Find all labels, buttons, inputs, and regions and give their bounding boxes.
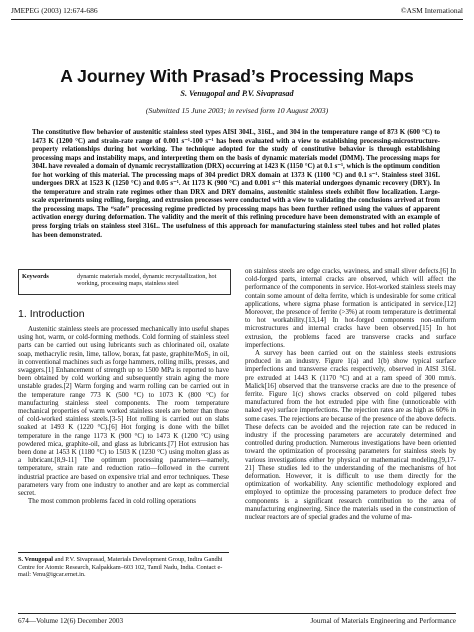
right-paragraph-2: A survey has been carried out on the stainless steels extrusions produced in an industry. Figure 1(a) and 1(b) show typical surface imperfections and transverse cracks respectively, observed in AISI 316L pre extruded at 1443 K (1170 °C) and at a ram speed of 300 mm/s. Malick[16] observed that the transverse cracks are due to the presence of ferrite. Figure 1(c) shows cracks observed on cold pilgered tubes manufactured from the hot extruded pipe with fine (unnoticeable with naked eye) surface imperfections. The rejection rates are as high as 60% in some cases. The rejections are because of the presence of the above defects. These defects can be avoided and the rejection rate can be reduced in industry if the processing parameters are accurately determined and controlled during production. Numerous investigations have been oriented toward the optimization of processing parameters for stainless steels by various investigations either by physical or mathematical modeling.[9,17-21] These studies led to the understanding of the mechanisms of hot deformation. However, it is difficult to use them directly for the optimization of workability. Any scientific methodology explored and employed to optimize the processing parameters to produce defect free components is a significant research contribution to the area of manufacturing engineering. Since the materials used in the construction of nuclear reactors are of special grades and the volume of ma-	[245, 349, 456, 522]
section-title: Introduction	[29, 308, 85, 320]
running-footer	[18, 617, 456, 625]
article-title: A Journey With Prasad’s Processing Maps	[60, 66, 414, 86]
submission-dates: (Submitted 15 June 2003; in revised form 10 August 2003)	[145, 106, 329, 115]
intro-paragraph-2: The most common problems faced in cold rolling operations	[28, 497, 197, 506]
left-column	[18, 325, 229, 539]
section-number: 1.	[18, 308, 27, 320]
publisher-mark: ©ASM International	[400, 6, 463, 15]
author-footnote	[18, 556, 229, 579]
section-heading	[18, 308, 85, 320]
right-paragraph-1: on stainless steels are edge cracks, waviness, and small sliver defects.[6] In cold-forged parts, internal cracks are observed, which will affect the performance of the components in service. Hot-worked stainless steels may contain some amount of delta ferrite, which is undesirable for some critical applications, where sigma phase formation is anticipated in service.[12] Moreover, the presence of ferrite (>3%) at room temperature is detrimental to hot workability.[13,14] In hot-forged components non-uniform microstructures and internal cracks have been observed.[15] In hot extrusion, the problems faced are transverse cracks and surface imperfections.	[245, 267, 456, 349]
keywords-box	[18, 269, 231, 295]
footer-volume: 674—Volume 12(6) December 2003	[18, 617, 124, 625]
running-header	[11, 6, 463, 18]
footer-journal: Journal of Materials Engineering and Performance	[310, 617, 456, 625]
footer-rule	[18, 613, 456, 614]
right-column	[245, 267, 456, 608]
footnote-rule	[18, 552, 229, 553]
article-authors: S. Venugopal and P.V. Sivaprasad	[180, 89, 294, 98]
header-rule	[11, 19, 463, 20]
keywords-label: Keywords	[22, 273, 49, 280]
journal-reference: JMEPEG (2003) 12:674-686	[11, 6, 98, 15]
keywords-text: dynamic materials model, dynamic recrystallization, hot working, processing maps, stainless steel	[77, 273, 217, 288]
intro-paragraph-1: Austenitic stainless steels are processed mechanically into useful shapes using hot, warm, or cold-forming methods. Cold forming of stainless steel parts can be carried out using lubricants such as chlorinated oil, oxalate soap, methacrylic resin, lime, tallow, borax, fat paste, graphite/MoS₂ in oil, in conventional machines such as forge hammers, rolling mills, presses, and swaggers.[1] Enhancement of strength up to 1500 MPa is reported to have been obtained by cold working and subsequently strain aging the more unstable grades.[2] Warm forging and warm rolling can be carried out in the temperature range 773 K (500 °C) to 1073 K (800 °C) for manufacturing stainless steel components. The room temperature mechanical properties of warm worked stainless steels are better than those of cold-worked stainless steels.[3-5] Hot rolling is carried out on slabs soaked at 1493 K (1220 °C).[6] Hot forging is done with the billet temperature in the range 1173 K (900 °C) to 1473 K (1200 °C) using powdered mica, graphite-oil, and glass as lubricants.[7] Hot extrusion has been done at 1453 K (1180 °C) to 1503 K (1230 °C) using molten glass as a lubricant.[8,9-11] The optimum processing parameters—namely, temperature, strain rate and reduction ratio—followed in the current industrial practice are based on expensive trial and error techniques. These parameters vary from one industry to another and are kept as commercial secret.	[18, 325, 229, 498]
footnote-affiliation: and P.V. Sivaprasad, Materials Development Group, Indira Gandhi Centre for Atomic Research, Kalpakkam–603 102, Tamil Nadu, India. Contact e-mail: Venu@igcar.ernet.in.	[18, 556, 223, 579]
footnote-authors: S. Venugopal	[18, 556, 54, 563]
abstract: The constitutive flow behavior of austenitic stainless steel types AISI 304L, 316L, and 304 in the temperature range of 873 K (600 °C) to 1473 K (1200 °C) and strain-rate range of 0.001 s⁻¹-100 s⁻¹ has been evaluated with a view to establishing processing-microstructure-property relationships during hot working. The technique adopted for the study of constitutive behavior is through establishing processing maps and instability maps, and interpreting them on the basis of dynamic materials model (DMM). The processing maps for 304L have revealed a domain of dynamic recrystallization (DRX) occurring at 1423 K (1150 °C) at 0.1 s⁻¹, which is the optimum condition for hot working of this material. The processing maps of 304 predict DRX domain at 1373 K (1100 °C) and 0.1 s⁻¹. Stainless steel 316L undergoes DRX at 1523 K (1250 °C) and 0.05 s⁻¹. At 1173 K (900 °C) and 0.001 s⁻¹ this material undergoes dynamic recovery (DRY). In the temperature and strain rate regimes other than DRX and DRY domains, austenitic stainless steels exhibit flow localization. Large-scale experiments using rolling, forging, and extrusion processes were conducted with a view to validating the conclusions arrived at from the processing maps. The “safe” processing regime predicted by processing maps has been further refined using the values of apparent activation energy during deformation. The validity and the merit of this refining procedure have been demonstrated with an example of press forging trials on stainless steel 316L. The usefulness of this approach for manufacturing stainless steel tubes and hot rolled plates has been demonstrated.	[32, 128, 440, 239]
